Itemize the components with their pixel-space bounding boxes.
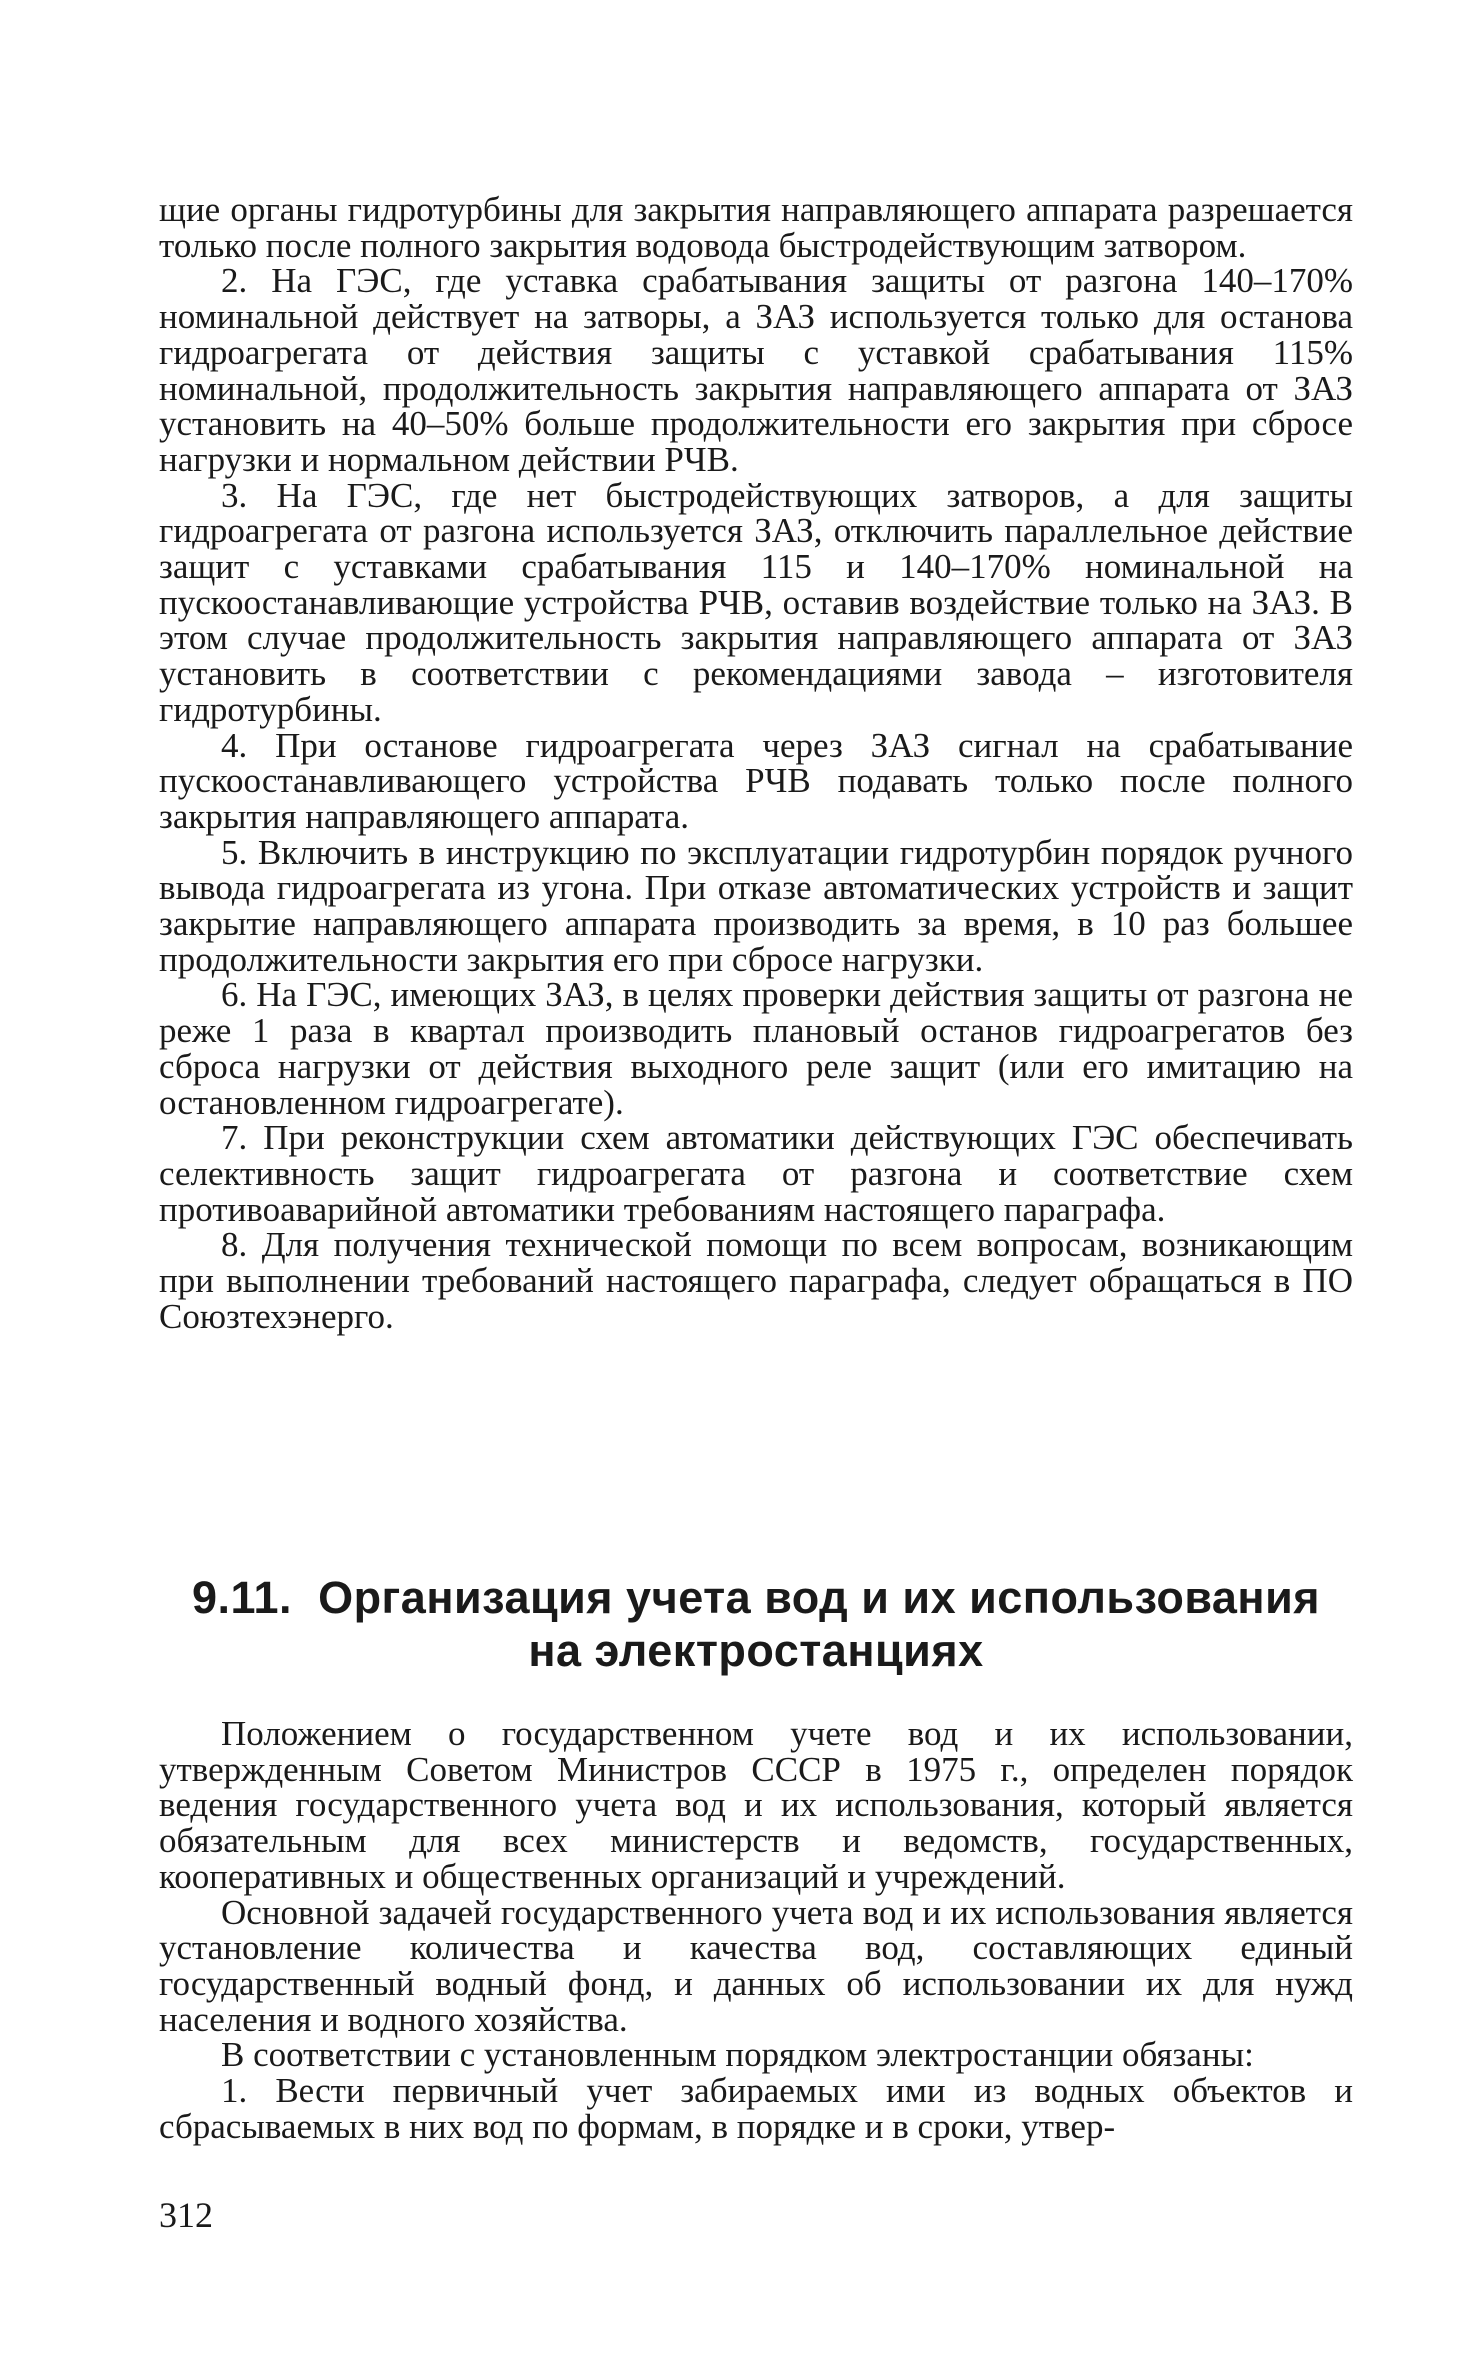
paragraph-item-2: 2. На ГЭС, где уставка срабатывания защиты от разгона 140–170% номинальной действует на затворы, а ЗАЗ используется только для останова гидроагрегата от действия защиты с уставкой срабатывания 115% номинальной, продолжительность закрытия направляющего аппарата от ЗАЗ установить на 40–50% больше продолжительности его закрытия при сбросе нагрузки и нормальном действии РЧВ. [159, 261, 1353, 479]
top-text-block [159, 192, 1353, 1335]
paragraph-item-7: 7. При реконструкции схем автоматики действующих ГЭС обеспечивать селективность защит гидроагрегата от разгона и соответствие схем противоаварийной автоматики требованиям настоящего параграфа. [159, 1118, 1353, 1229]
section-heading [159, 1571, 1353, 1677]
bottom-text-block [159, 1716, 1353, 2144]
paragraph-main-task: Основной задачей государственного учета вод и их использования является установление количества и качества вод, составляющих единый государственный водный фонд, и данных об использовании их для нужд населения и водного хозяйства. [159, 1892, 1353, 2039]
paragraph-item-6: 6. На ГЭС, имеющих ЗАЗ, в целях проверки действия защиты от разгона не реже 1 раза в квартал производить плановый останов гидроагрегатов без сброса нагрузки от действия выходного реле защит (или его имитацию на остановленном гидроагрегате). [159, 975, 1353, 1122]
paragraph-item-8: 8. Для получения технической помощи по всем вопросам, возникающим при выполнении требований настоящего параграфа, следует обращаться в ПО Союзтехэнерго. [159, 1225, 1353, 1336]
paragraph-item-5: 5. Включить в инструкцию по эксплуатации гидротурбин порядок ручного вывода гидроагрегата из угона. При отказе автоматических устройств и защит закрытие направляющего аппарата производить за время, в 10 раз большее продолжительности закрытия его при сбросе нагрузки. [159, 832, 1353, 979]
paragraph-continuation: щие органы гидротурбины для закрытия направляющего аппарата разрешается только после полного закрытия водовода быстродействующим затвором. [159, 190, 1353, 265]
section-number: 9.11. [191, 1572, 293, 1623]
section-title: Организация учета вод и их использования на электростанциях [318, 1572, 1321, 1676]
page-number: 312 [159, 2195, 213, 2235]
paragraph-obligations: В соответствии с установленным порядком электростанции обязаны: [221, 2035, 1254, 2075]
paragraph-item-3: 3. На ГЭС, где нет быстродействующих затворов, а для защиты гидроагрегата от разгона используется ЗАЗ, отключить параллельное действие защит с уставками срабатывания 115 и 140–170% номинальной на пускоостанавливающие устройства РЧВ, оставив воздействие только на ЗАЗ. В этом случае продолжительность закрытия направляющего аппарата от ЗАЗ установить в соответствии с рекомендациями завода – изготовителя гидротурбины. [159, 475, 1353, 729]
paragraph-intro: Положением о государственном учете вод и их использовании, утвержденным Советом Министров СССР в 1975 г., определен порядок ведения государственного учета вод и их использования, который является обязательным для всех министерств и ведомств, государственных, кооперативных и общественных организаций и учреждений. [159, 1714, 1353, 1896]
paragraph-obligation-1: 1. Вести первичный учет забираемых ими из водных объектов и сбрасываемых в них вод по формам, в порядке и в сроки, утвер- [159, 2071, 1353, 2146]
paragraph-item-4: 4. При останове гидроагрегата через ЗАЗ сигнал на срабатывание пускоостанавливающего устройства РЧВ подавать только после полного закрытия направляющего аппарата. [159, 725, 1353, 836]
